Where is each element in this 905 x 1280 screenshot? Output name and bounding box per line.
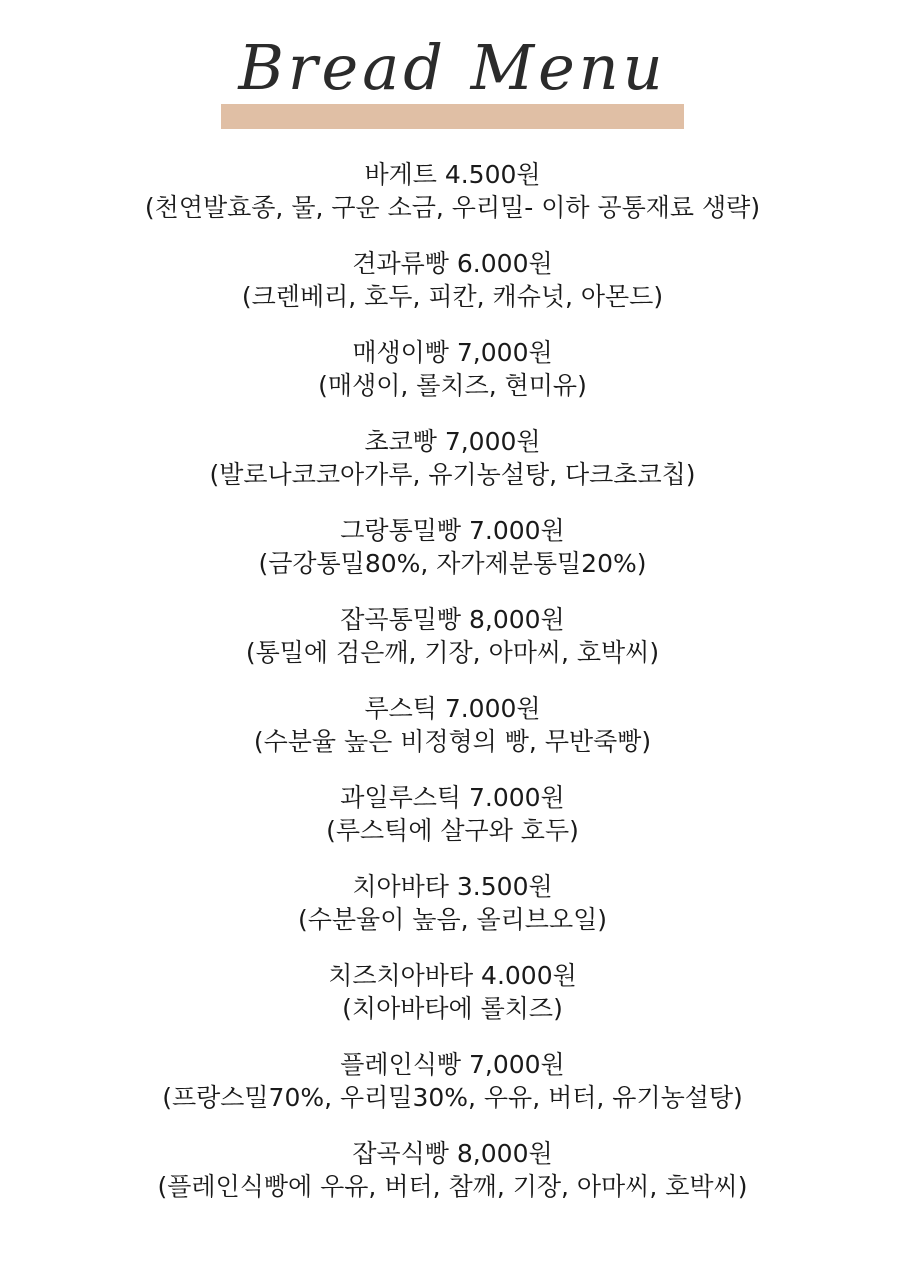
menu-item bbox=[0, 337, 905, 426]
menu-item-ingredients: (크렌베리, 호두, 피칸, 캐슈넛, 아몬드) bbox=[241, 282, 664, 311]
menu-item bbox=[0, 604, 905, 693]
menu-item-ingredients: (치아바타에 롤치즈) bbox=[342, 994, 563, 1023]
menu-item-name: 매생이빵 7,000원 bbox=[352, 338, 553, 367]
page-title: Bread Menu bbox=[238, 31, 667, 104]
menu-item-ingredients: (루스틱에 살구와 호두) bbox=[326, 816, 579, 845]
menu-item bbox=[0, 960, 905, 1049]
menu-item-name: 치즈치아바타 4.000원 bbox=[328, 961, 577, 990]
menu-item bbox=[0, 1049, 905, 1138]
menu-item bbox=[0, 871, 905, 960]
menu-item-ingredients: (발로나코코아가루, 유기농설탕, 다크초코칩) bbox=[209, 460, 696, 489]
menu-header bbox=[0, 0, 905, 140]
menu-item-ingredients: (통밀에 검은깨, 기장, 아마씨, 호박씨) bbox=[245, 638, 660, 667]
menu-item-ingredients: (수분율이 높음, 올리브오일) bbox=[298, 905, 607, 934]
menu-item-ingredients: (천연발효종, 물, 구운 소금, 우리밀- 이하 공통재료 생략) bbox=[144, 193, 761, 222]
menu-item-ingredients: (매생이, 롤치즈, 현미유) bbox=[318, 371, 587, 400]
menu-item bbox=[0, 693, 905, 782]
menu-item-name: 치아바타 3.500원 bbox=[352, 872, 553, 901]
menu-item-ingredients: (금강통밀80%, 자가제분통밀20%) bbox=[258, 549, 647, 578]
menu-item-name: 루스틱 7.000원 bbox=[364, 694, 541, 723]
menu-item bbox=[0, 159, 905, 248]
menu-item-name: 바게트 4.500원 bbox=[364, 160, 541, 189]
menu-item-ingredients: (플레인식빵에 우유, 버터, 참깨, 기장, 아마씨, 호박씨) bbox=[157, 1172, 748, 1201]
menu-item-ingredients: (수분율 높은 비정형의 빵, 무반죽빵) bbox=[253, 727, 652, 756]
menu-item-name: 과일루스틱 7.000원 bbox=[340, 783, 565, 812]
menu-item-name: 플레인식빵 7,000원 bbox=[340, 1050, 565, 1079]
bread-menu-list bbox=[0, 159, 905, 1227]
menu-item bbox=[0, 248, 905, 337]
menu-item bbox=[0, 782, 905, 871]
menu-item bbox=[0, 515, 905, 604]
menu-item-ingredients: (프랑스밀70%, 우리밀30%, 우유, 버터, 유기농설탕) bbox=[162, 1083, 743, 1112]
menu-item-name: 그랑통밀빵 7.000원 bbox=[340, 516, 565, 545]
menu-item-name: 잡곡통밀빵 8,000원 bbox=[340, 605, 565, 634]
menu-item-name: 잡곡식빵 8,000원 bbox=[352, 1139, 553, 1168]
menu-item bbox=[0, 426, 905, 515]
menu-item-name: 초코빵 7,000원 bbox=[364, 427, 541, 456]
menu-item bbox=[0, 1138, 905, 1227]
menu-item-name: 견과류빵 6.000원 bbox=[352, 249, 553, 278]
